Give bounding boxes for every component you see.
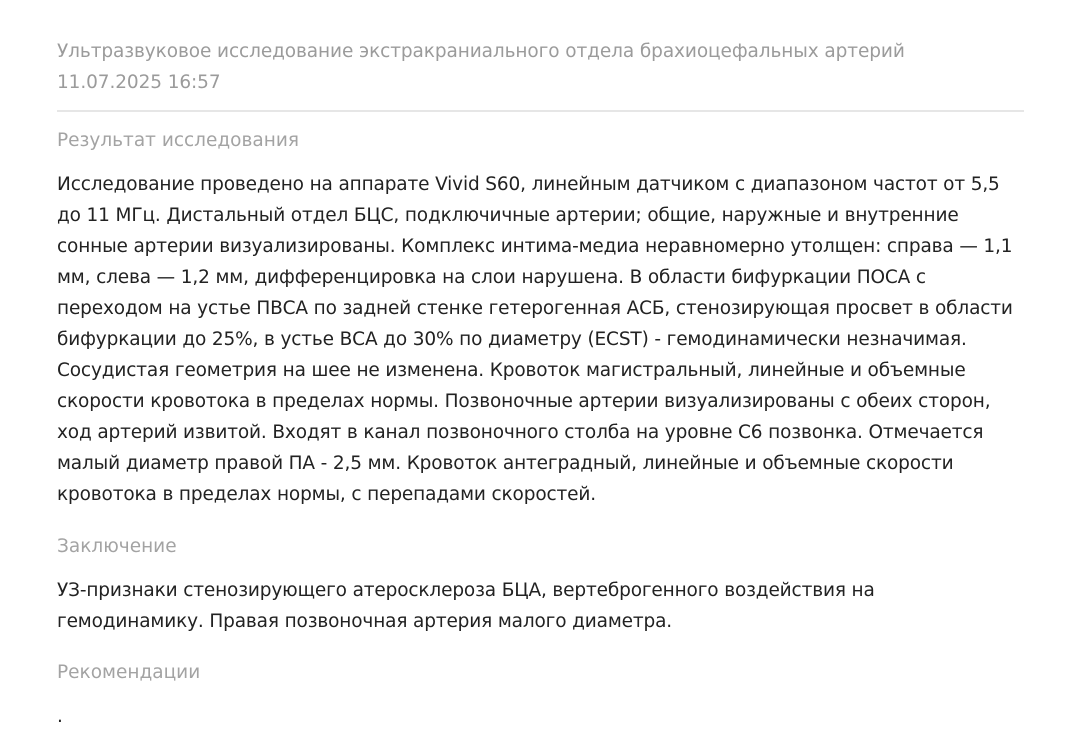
report-header xyxy=(57,36,1023,98)
recommendations-section-label: Рекомендации xyxy=(57,662,201,683)
report-datetime: 11.07.2025 16:57 xyxy=(57,72,221,93)
report-title: Ультразвуковое исследование экстракраниального отдела брахиоцефальных артерий xyxy=(57,41,905,62)
result-section-text: Исследование проведено на аппарате Vivid S60, линейным датчиком с диапазоном частот от 5,5 до 11 МГц. Дистальный отдел БЦС, подключичные артерии; общие, наружные и внутренние сонные артерии визуализированы. Комплекс интима-медиа неравномерно утолщен: справа — 1,1 мм, слева — 1,2 мм, дифференцировка на слои нарушена. В области бифуркации ПОСА с переходом на устье ПВСА по задней стенке гетерогенная АСБ, стенозирующая просвет в области бифуркации до 25%, в устье ВСА до 30% по диаметру (ECST) - гемодинамически незначимая. Сосудистая геометрия на шее не изменена. Кровоток магистральный, линейные и объемные скорости кровотока в пределах нормы. Позвоночные артерии визуализированы с обеих сторон, ход артерий извитой. Входят в канал позвоночного столба на уровне С6 позвонка. Отмечается малый диаметр правой ПА - 2,5 мм. Кровоток антеградный, линейные и объемные скорости кровотока в пределах нормы, с перепадами скоростей. xyxy=(57,174,1013,505)
conclusion-section-text: УЗ-признаки стенозирующего атеросклероза БЦА, вертеброгенного воздействия на гемодинамику. Правая позвоночная артерия малого диаметра. xyxy=(57,580,875,632)
recommendations-section-text: . xyxy=(57,706,63,727)
conclusion-section-label: Заключение xyxy=(57,536,177,557)
result-section-label: Результат исследования xyxy=(57,130,299,151)
header-divider xyxy=(57,110,1024,112)
